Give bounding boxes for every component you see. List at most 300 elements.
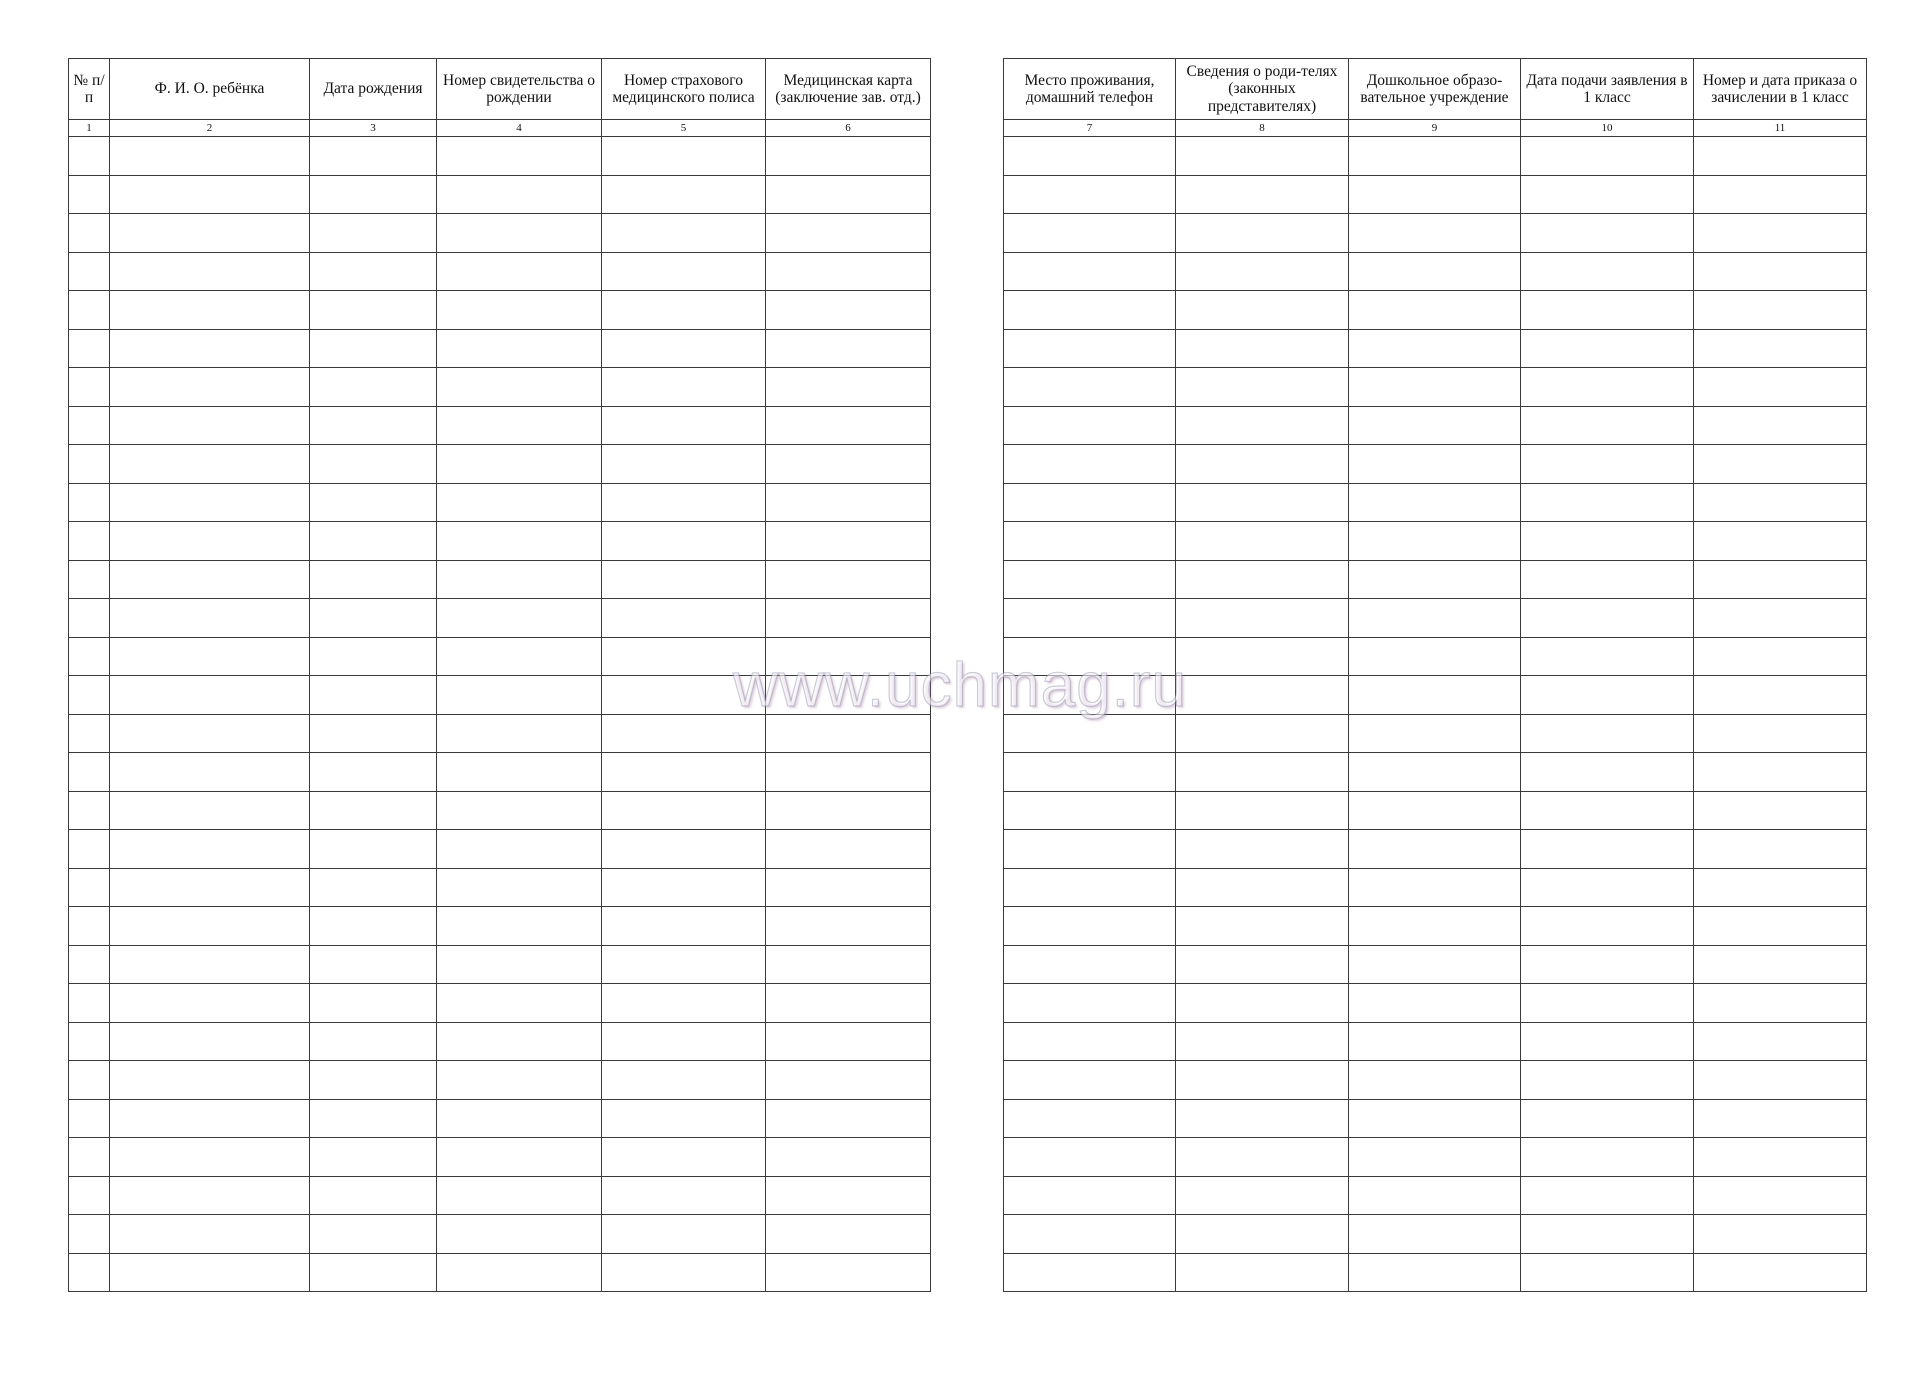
- left-table-cell: [110, 1253, 310, 1292]
- left-table-cell: [69, 945, 110, 984]
- right-table-cell: [1176, 1215, 1349, 1254]
- right-table-cell: [1004, 291, 1176, 330]
- left-table-cell: [437, 907, 602, 946]
- right-table-cell: [1694, 137, 1867, 176]
- left-table-cell: [69, 791, 110, 830]
- left-table-cell: [310, 368, 437, 407]
- left-table-cell: [310, 984, 437, 1023]
- left-table-cell: [310, 483, 437, 522]
- left-table-row: [69, 1176, 931, 1215]
- left-table-row: [69, 599, 931, 638]
- right-table-cell: [1349, 830, 1521, 869]
- right-table-cell: [1521, 753, 1694, 792]
- right-table-cell: [1004, 137, 1176, 176]
- left-table-cell: [69, 291, 110, 330]
- left-table-cell: [437, 1176, 602, 1215]
- right-table-cell: [1004, 945, 1176, 984]
- right-table-cell: [1349, 1176, 1521, 1215]
- right-table-cell: [1521, 368, 1694, 407]
- right-table-row: [1004, 1099, 1867, 1138]
- right-table-cell: [1004, 1253, 1176, 1292]
- right-table-cell: [1004, 522, 1176, 561]
- left-table-cell: [110, 560, 310, 599]
- col-number-4: 4: [437, 120, 602, 137]
- right-table-cell: [1694, 1215, 1867, 1254]
- right-table-cell: [1694, 329, 1867, 368]
- right-table-cell: [1349, 1253, 1521, 1292]
- right-table-cell: [1694, 984, 1867, 1023]
- right-table-row: [1004, 406, 1867, 445]
- col-header-parents-info: Сведения о роди-телях (законных представителях): [1176, 59, 1349, 120]
- col-header-preschool: Дошкольное образо-вательное учреждение: [1349, 59, 1521, 120]
- left-table-cell: [110, 830, 310, 869]
- left-table-cell: [69, 1061, 110, 1100]
- col-number-9: 9: [1349, 120, 1521, 137]
- right-table-cell: [1004, 1099, 1176, 1138]
- left-table-cell: [602, 676, 766, 715]
- right-table-row: [1004, 291, 1867, 330]
- left-table-cell: [437, 791, 602, 830]
- col-number-5: 5: [602, 120, 766, 137]
- left-table-cell: [437, 214, 602, 253]
- right-table-cell: [1349, 137, 1521, 176]
- left-table-row: [69, 791, 931, 830]
- right-table-body: [1004, 137, 1867, 1292]
- right-table-cell: [1694, 522, 1867, 561]
- col-header-application-date: Дата подачи заявления в 1 класс: [1521, 59, 1694, 120]
- left-table-row: [69, 907, 931, 946]
- left-table-cell: [69, 984, 110, 1023]
- left-table-cell: [110, 791, 310, 830]
- left-table-cell: [602, 560, 766, 599]
- left-table-cell: [437, 1253, 602, 1292]
- left-table-cell: [766, 445, 931, 484]
- right-table-cell: [1004, 406, 1176, 445]
- left-table-body: [69, 137, 931, 1292]
- right-table-cell: [1176, 907, 1349, 946]
- left-table-cell: [310, 714, 437, 753]
- right-table-cell: [1176, 676, 1349, 715]
- left-table-cell: [602, 1253, 766, 1292]
- right-table-cell: [1694, 868, 1867, 907]
- left-table-cell: [69, 868, 110, 907]
- left-table-cell: [437, 137, 602, 176]
- left-table-row: [69, 1138, 931, 1177]
- left-table-cell: [69, 522, 110, 561]
- left-table-cell: [766, 252, 931, 291]
- left-table-cell: [110, 291, 310, 330]
- col-header-insurance-policy: Номер страхового медицинского полиса: [602, 59, 766, 120]
- left-table-cell: [69, 1253, 110, 1292]
- right-table-cell: [1004, 329, 1176, 368]
- left-table-cell: [310, 137, 437, 176]
- left-table-cell: [766, 560, 931, 599]
- left-table-cell: [69, 1138, 110, 1177]
- left-table-cell: [110, 599, 310, 638]
- left-table-cell: [310, 599, 437, 638]
- left-table-row: [69, 368, 931, 407]
- left-table-cell: [437, 637, 602, 676]
- right-table-cell: [1176, 214, 1349, 253]
- left-table-row: [69, 868, 931, 907]
- left-table-row: [69, 137, 931, 176]
- left-table-cell: [437, 830, 602, 869]
- left-table-cell: [766, 1253, 931, 1292]
- col-number-7: 7: [1004, 120, 1176, 137]
- left-table-cell: [69, 252, 110, 291]
- left-table-cell: [602, 1215, 766, 1254]
- col-number-8: 8: [1176, 120, 1349, 137]
- left-table-cell: [602, 368, 766, 407]
- right-table-cell: [1004, 560, 1176, 599]
- left-table-cell: [437, 714, 602, 753]
- col-number-3: 3: [310, 120, 437, 137]
- right-table-cell: [1176, 1022, 1349, 1061]
- left-table-row: [69, 637, 931, 676]
- left-table-cell: [69, 483, 110, 522]
- right-table-cell: [1349, 599, 1521, 638]
- right-table-cell: [1694, 907, 1867, 946]
- right-table-cell: [1694, 214, 1867, 253]
- left-table-cell: [110, 1022, 310, 1061]
- left-table-cell: [437, 1061, 602, 1100]
- left-table-cell: [437, 291, 602, 330]
- right-table-cell: [1521, 329, 1694, 368]
- left-table-cell: [766, 868, 931, 907]
- right-table-cell: [1521, 406, 1694, 445]
- left-table-row: [69, 1022, 931, 1061]
- left-table-cell: [110, 483, 310, 522]
- left-table-cell: [602, 1138, 766, 1177]
- left-table-cell: [310, 291, 437, 330]
- left-table-cell: [310, 522, 437, 561]
- left-table-cell: [310, 445, 437, 484]
- left-table-cell: [310, 406, 437, 445]
- right-table-cell: [1004, 175, 1176, 214]
- left-table-cell: [110, 637, 310, 676]
- left-table-cell: [310, 1099, 437, 1138]
- right-table-cell: [1349, 753, 1521, 792]
- right-table-cell: [1004, 714, 1176, 753]
- left-table-cell: [602, 483, 766, 522]
- right-table-cell: [1176, 137, 1349, 176]
- right-table-cell: [1349, 445, 1521, 484]
- left-table-cell: [310, 676, 437, 715]
- right-table-cell: [1521, 791, 1694, 830]
- left-table-cell: [110, 406, 310, 445]
- left-table-row: [69, 175, 931, 214]
- left-table-row: [69, 445, 931, 484]
- right-table-cell: [1521, 1215, 1694, 1254]
- left-table-cell: [437, 368, 602, 407]
- right-table-cell: [1521, 1138, 1694, 1177]
- left-table-cell: [602, 868, 766, 907]
- right-table-row: [1004, 560, 1867, 599]
- right-table-cell: [1004, 445, 1176, 484]
- left-table-cell: [69, 907, 110, 946]
- right-table-cell: [1004, 1215, 1176, 1254]
- right-table-row: [1004, 252, 1867, 291]
- left-table-cell: [602, 945, 766, 984]
- right-table-cell: [1521, 291, 1694, 330]
- right-table-row: [1004, 907, 1867, 946]
- right-table-row: [1004, 676, 1867, 715]
- right-table-row: [1004, 1022, 1867, 1061]
- left-table-cell: [310, 868, 437, 907]
- right-table-cell: [1521, 907, 1694, 946]
- left-table-cell: [602, 252, 766, 291]
- left-table-cell: [766, 483, 931, 522]
- right-table-cell: [1694, 175, 1867, 214]
- right-table-cell: [1521, 252, 1694, 291]
- right-table-cell: [1004, 907, 1176, 946]
- left-table-cell: [602, 406, 766, 445]
- right-table-cell: [1349, 522, 1521, 561]
- right-table-cell: [1176, 445, 1349, 484]
- left-table-cell: [437, 1138, 602, 1177]
- right-table-row: [1004, 137, 1867, 176]
- right-table-row: [1004, 445, 1867, 484]
- right-table-cell: [1004, 868, 1176, 907]
- left-table-cell: [766, 1022, 931, 1061]
- right-table-cell: [1521, 560, 1694, 599]
- left-table-cell: [310, 791, 437, 830]
- right-table-row: [1004, 175, 1867, 214]
- left-table-cell: [602, 1099, 766, 1138]
- left-table-cell: [766, 214, 931, 253]
- left-table-cell: [766, 753, 931, 792]
- col-header-child-name: Ф. И. О. ребёнка: [110, 59, 310, 120]
- right-header-row: [1004, 59, 1867, 120]
- right-table-cell: [1521, 1253, 1694, 1292]
- right-table-cell: [1349, 868, 1521, 907]
- right-table-cell: [1521, 175, 1694, 214]
- right-table-row: [1004, 868, 1867, 907]
- right-table-cell: [1694, 445, 1867, 484]
- right-table-cell: [1521, 1061, 1694, 1100]
- left-table-cell: [310, 175, 437, 214]
- right-table-cell: [1694, 252, 1867, 291]
- left-table-cell: [69, 137, 110, 176]
- right-table-cell: [1004, 214, 1176, 253]
- left-table-cell: [310, 637, 437, 676]
- right-table-row: [1004, 637, 1867, 676]
- left-table-row: [69, 1061, 931, 1100]
- right-table-cell: [1521, 137, 1694, 176]
- right-table-cell: [1349, 714, 1521, 753]
- left-table-row: [69, 945, 931, 984]
- left-table-cell: [437, 1099, 602, 1138]
- left-table-cell: [437, 329, 602, 368]
- left-table-cell: [310, 214, 437, 253]
- right-table-cell: [1349, 1215, 1521, 1254]
- right-table-cell: [1349, 252, 1521, 291]
- left-table-cell: [437, 868, 602, 907]
- left-table-cell: [69, 445, 110, 484]
- left-table-cell: [110, 1215, 310, 1254]
- right-table-cell: [1004, 791, 1176, 830]
- right-table-cell: [1694, 1061, 1867, 1100]
- left-table-cell: [602, 907, 766, 946]
- right-table-cell: [1521, 984, 1694, 1023]
- right-table-cell: [1176, 868, 1349, 907]
- right-table-row: [1004, 329, 1867, 368]
- left-table-cell: [110, 676, 310, 715]
- right-table-cell: [1521, 714, 1694, 753]
- left-table-cell: [766, 368, 931, 407]
- right-table-cell: [1004, 753, 1176, 792]
- left-table-row: [69, 714, 931, 753]
- right-table-cell: [1521, 445, 1694, 484]
- left-table-cell: [437, 175, 602, 214]
- right-table-cell: [1694, 406, 1867, 445]
- left-table-cell: [766, 1176, 931, 1215]
- left-table-cell: [310, 1215, 437, 1254]
- right-column-number-row: [1004, 120, 1867, 137]
- left-table-cell: [766, 406, 931, 445]
- right-table-cell: [1176, 1138, 1349, 1177]
- left-table-cell: [602, 637, 766, 676]
- left-table-cell: [602, 291, 766, 330]
- left-table-row: [69, 1215, 931, 1254]
- left-table-cell: [310, 830, 437, 869]
- right-table-cell: [1349, 329, 1521, 368]
- left-table-cell: [110, 368, 310, 407]
- left-table-cell: [310, 1138, 437, 1177]
- right-table-cell: [1349, 907, 1521, 946]
- right-table-cell: [1176, 329, 1349, 368]
- left-table-cell: [110, 907, 310, 946]
- left-table-cell: [69, 560, 110, 599]
- right-table-cell: [1694, 1253, 1867, 1292]
- right-table-cell: [1694, 676, 1867, 715]
- right-table-cell: [1694, 1022, 1867, 1061]
- right-table-cell: [1004, 637, 1176, 676]
- left-table-cell: [766, 291, 931, 330]
- left-table-cell: [602, 329, 766, 368]
- right-table-cell: [1521, 214, 1694, 253]
- left-table-cell: [766, 522, 931, 561]
- left-table-row: [69, 291, 931, 330]
- right-table-row: [1004, 791, 1867, 830]
- right-table-cell: [1349, 945, 1521, 984]
- left-table-cell: [69, 329, 110, 368]
- left-table-cell: [310, 252, 437, 291]
- right-table-cell: [1176, 1061, 1349, 1100]
- left-table-cell: [110, 984, 310, 1023]
- right-table-cell: [1694, 291, 1867, 330]
- right-table-row: [1004, 984, 1867, 1023]
- right-table-cell: [1004, 1061, 1176, 1100]
- left-table-cell: [110, 214, 310, 253]
- right-table-cell: [1521, 522, 1694, 561]
- left-table-cell: [110, 445, 310, 484]
- right-table-cell: [1176, 791, 1349, 830]
- left-table-cell: [110, 753, 310, 792]
- left-table-cell: [437, 560, 602, 599]
- left-table-cell: [69, 676, 110, 715]
- left-table-cell: [437, 1022, 602, 1061]
- left-table-cell: [69, 599, 110, 638]
- right-table-cell: [1176, 560, 1349, 599]
- left-table-cell: [766, 676, 931, 715]
- left-table-cell: [110, 1099, 310, 1138]
- right-table-cell: [1349, 637, 1521, 676]
- right-table-cell: [1004, 984, 1176, 1023]
- left-table-cell: [110, 252, 310, 291]
- left-table-cell: [602, 1176, 766, 1215]
- right-table-cell: [1694, 1099, 1867, 1138]
- right-table-cell: [1521, 483, 1694, 522]
- right-table-row: [1004, 1138, 1867, 1177]
- left-table-cell: [602, 445, 766, 484]
- right-table-cell: [1521, 945, 1694, 984]
- left-table-cell: [310, 329, 437, 368]
- col-number-1: 1: [69, 120, 110, 137]
- right-table-cell: [1349, 1061, 1521, 1100]
- left-table-cell: [766, 1061, 931, 1100]
- left-table-cell: [437, 599, 602, 638]
- right-table-cell: [1176, 1099, 1349, 1138]
- right-table-cell: [1176, 984, 1349, 1023]
- watermark: www.uchmag.ru: [732, 651, 1188, 720]
- left-table-row: [69, 676, 931, 715]
- left-table-cell: [110, 1176, 310, 1215]
- left-page: [68, 58, 930, 1292]
- left-table-cell: [766, 714, 931, 753]
- left-table-cell: [602, 214, 766, 253]
- right-table-cell: [1176, 1253, 1349, 1292]
- right-table-cell: [1349, 291, 1521, 330]
- left-table-cell: [602, 175, 766, 214]
- left-table-cell: [766, 984, 931, 1023]
- left-table-cell: [602, 522, 766, 561]
- left-table-cell: [110, 1061, 310, 1100]
- left-table-cell: [602, 830, 766, 869]
- right-table-cell: [1176, 252, 1349, 291]
- col-header-residence-phone: Место проживания, домашний телефон: [1004, 59, 1176, 120]
- left-table-cell: [110, 868, 310, 907]
- right-table-cell: [1176, 175, 1349, 214]
- right-table-cell: [1349, 1022, 1521, 1061]
- right-table-cell: [1521, 1099, 1694, 1138]
- left-table-cell: [110, 137, 310, 176]
- right-table-cell: [1694, 637, 1867, 676]
- left-register-table: [68, 58, 931, 1292]
- left-table-cell: [766, 830, 931, 869]
- right-table-cell: [1349, 214, 1521, 253]
- right-table-row: [1004, 1215, 1867, 1254]
- left-table-cell: [602, 791, 766, 830]
- right-table-cell: [1004, 252, 1176, 291]
- col-number-2: 2: [110, 120, 310, 137]
- right-table-cell: [1176, 483, 1349, 522]
- right-table-cell: [1176, 945, 1349, 984]
- left-table-cell: [69, 406, 110, 445]
- left-table-cell: [437, 483, 602, 522]
- right-table-cell: [1349, 676, 1521, 715]
- left-table-cell: [69, 714, 110, 753]
- left-table-cell: [69, 753, 110, 792]
- right-table-row: [1004, 1253, 1867, 1292]
- right-table-row: [1004, 1176, 1867, 1215]
- left-table-cell: [602, 599, 766, 638]
- right-table-cell: [1176, 637, 1349, 676]
- right-table-cell: [1349, 1099, 1521, 1138]
- right-table-cell: [1176, 406, 1349, 445]
- col-number-6: 6: [766, 120, 931, 137]
- right-table-cell: [1694, 830, 1867, 869]
